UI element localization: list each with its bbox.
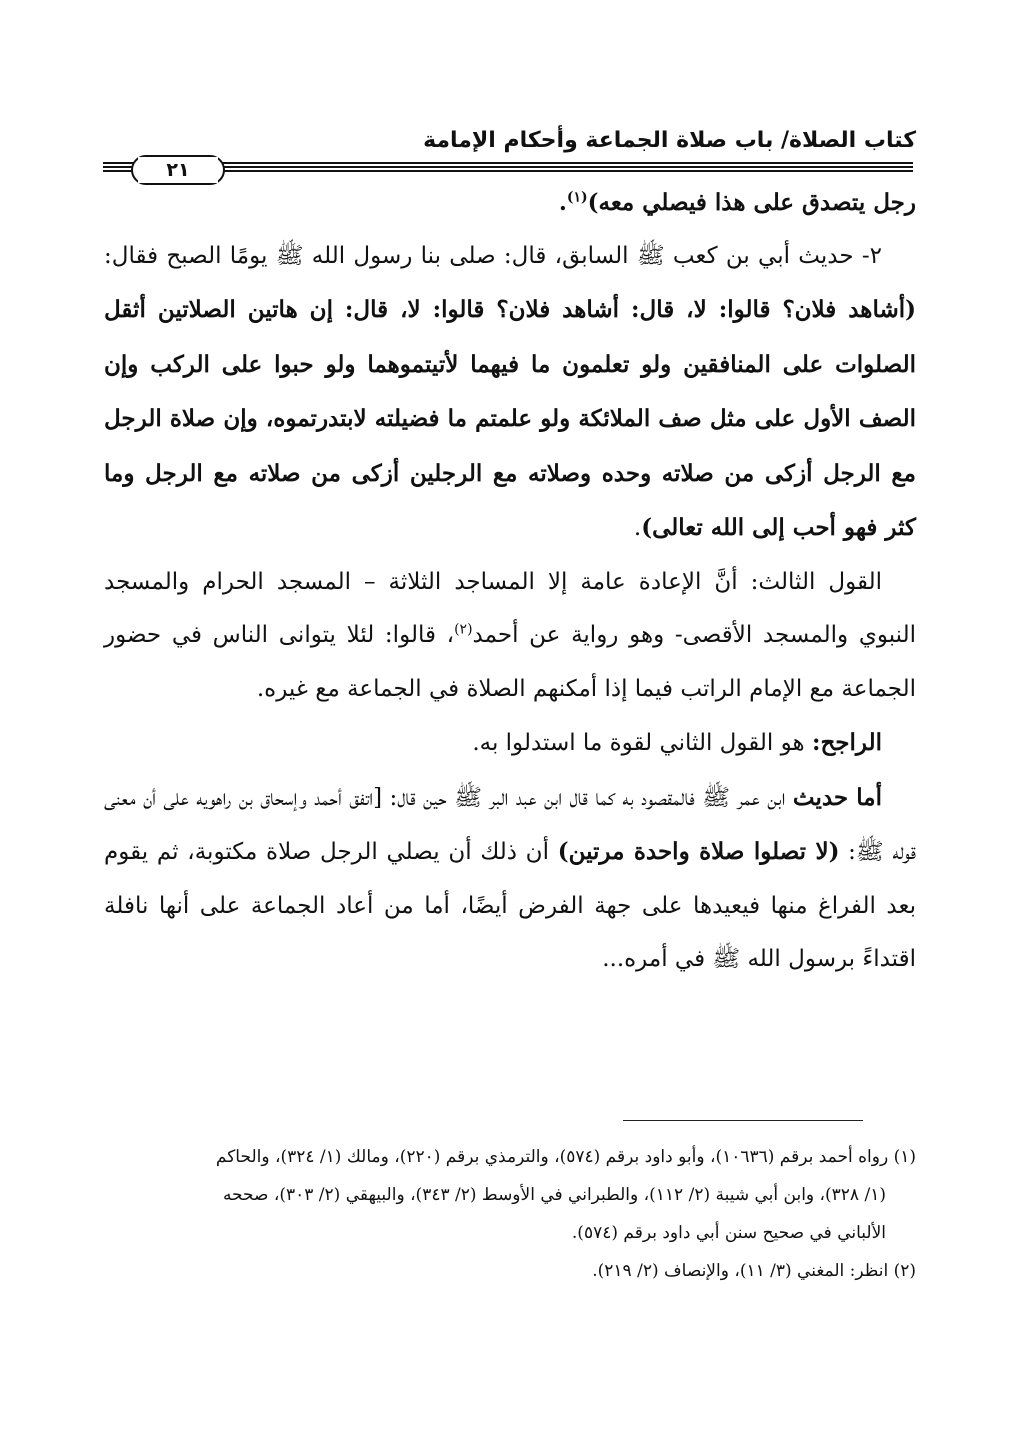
third-opinion-text: القول الثالث: أنَّ الإعادة عامة إلا المساجد الثلاثة – المسجد الحرام والمسجد النبوي والمسجد الأقصى- وهو رواية عن أحمد bbox=[104, 568, 916, 648]
footnote-ref-1: (١) bbox=[566, 189, 588, 206]
hadith-text-end: رجل يتصدق على هذا فيصلي معه) bbox=[587, 189, 916, 216]
footnote-1-line-2: (١/ ٣٢٨)، وابن أبي شيبة (٢/ ١١٢)، والطبراني في الأوسط (٢/ ٣٤٣)، والبيهقي (٢/ ٣٠٣)، صححه bbox=[222, 1185, 886, 1205]
hadith-intro: ٢- حديث أبي بن كعب ﷺ السابق، قال: صلى بنا رسول الله ﷺ يومًا الصبح فقال: bbox=[104, 242, 882, 269]
ibn-umar-text-cont: أن ذلك أن يصلي الرجل صلاة مكتوبة، ثم يقوم بعد الفراغ منها فيعيدها على جهة الفرض أيضًا، أما من أعاد الجماعة على أنها نافلة اقتداءً برسول الله ﷺ في أمره... bbox=[104, 839, 916, 972]
page-number: ٢١ bbox=[138, 157, 218, 183]
running-header-title: كتاب الصلاة/ باب صلاة الجماعة وأحكام الإمامة bbox=[423, 128, 916, 153]
footnotes bbox=[104, 1138, 916, 1290]
paragraph-third-opinion bbox=[104, 556, 916, 717]
footnote-separator bbox=[623, 1120, 863, 1121]
paragraph-preferred bbox=[104, 716, 916, 771]
paragraph-ibn-umar bbox=[104, 771, 916, 987]
preferred-label: الراجح: bbox=[811, 729, 882, 756]
third-opinion-text-cont: ، قالوا: لئلا يتوانى الناس في حضور الجماعة مع الإمام الراتب فيما إذا أمكنهم الصلاة في الجماعة مع غيره. bbox=[104, 622, 916, 702]
period: . bbox=[633, 515, 642, 541]
paragraph-continuation bbox=[104, 176, 916, 230]
footnote-ref-2: (٢) bbox=[454, 621, 473, 638]
footnote-1-line-3: الألباني في صحيح سنن أبي داود برقم (٥٧٤). bbox=[571, 1223, 886, 1243]
hadith-quote-short: (لا تصلوا صلاة واحدة مرتين) bbox=[557, 838, 840, 865]
footnote-2: (٢) انظر: المغني (٣/ ١١)، والإنصاف (٢/ ٢١٩). bbox=[592, 1261, 916, 1281]
footnote-1-line-1: (١) رواه أحمد برقم (١٠٦٣٦)، وأبو داود برقم (٥٧٤)، والترمذي برقم (٢٢٠)، ومالك (١/ ٣٢٤)، والحاكم bbox=[215, 1147, 916, 1167]
ibn-umar-label: أما حديث bbox=[792, 783, 882, 811]
main-text bbox=[104, 176, 916, 987]
hadith-quote: (أشاهد فلان؟ قالوا: لا، قال: أشاهد فلان؟ قالوا: لا، قال: إن هاتين الصلاتين أثقل الصلوات على المنافقين ولو تعلمون ما فيهما لأتيتموهما ولو حبوا على الركب وإن الصف الأول على مثل صف الملائكة ولو علمتم ما فضيلته لابتدرتموه، وإن صلاة الرجل مع الرجل أزكى من صلاته وحده وصلاته مع الرجلين أزكى من صلاته مع الرجل وما كثر فهو أحب إلى الله تعالى) bbox=[104, 296, 916, 541]
preferred-text: هو القول الثاني لقوة ما استدلوا به. bbox=[472, 730, 812, 756]
period: . bbox=[558, 189, 567, 216]
ibn-umar-text: ابن عمر ﷺ فالمقصود به كما قال ابن عبد البر ﷺ حين قال: [اتفق أحمد وإسحاق بن راهويه على أن معنى قوله ﷺ: bbox=[104, 784, 916, 865]
paragraph-hadith-ubayy bbox=[104, 230, 916, 556]
